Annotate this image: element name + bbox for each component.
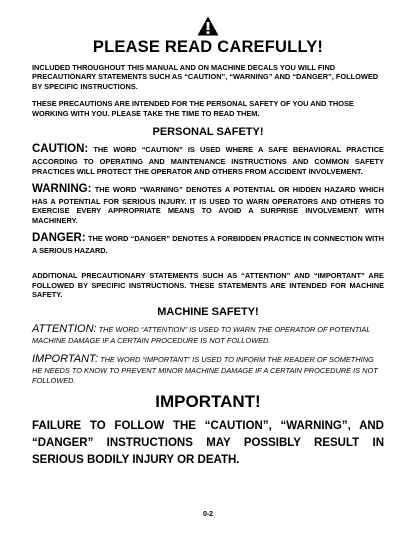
danger-text: THE WORD “DANGER” DENOTES A FORBIDDEN PRACTICE IN CONNECTION WITH A SERIOUS HAZARD.: [32, 234, 384, 255]
important-term: IMPORTANT:: [32, 353, 98, 366]
danger-term: DANGER:: [32, 232, 86, 245]
warning-triangle-icon: [197, 16, 219, 36]
danger-definition: [32, 231, 384, 255]
caution-text: THE WORD “CAUTION” IS USED WHERE A SAFE BEHAVIORAL PRACTICE ACCORDING TO OPERATING AND MAINTENANCE INSTRUCTIONS AND COMMON SAFETY PRACTICES WILL PROTECT THE OPERATOR AND OTHERS FROM ACCIDENT INVOLVEMENT.: [32, 145, 384, 176]
section-spacer: [32, 261, 384, 271]
intro-paragraph-2: THESE PRECAUTIONS ARE INTENDED FOR THE PERSONAL SAFETY OF YOU AND THOSE WORKING WITH YOU. PLEASE TAKE THE TIME TO READ THEM.: [32, 99, 354, 118]
attention-term: ATTENTION:: [32, 322, 97, 335]
caution-term: CAUTION:: [32, 143, 89, 156]
page-title: PLEASE READ CAREFULLY!: [92, 38, 324, 56]
caution-definition: [32, 142, 384, 176]
important-warning-text: FAILURE TO FOLLOW THE “CAUTION”, “WARNING”, AND “DANGER” INSTRUCTIONS MAY POSSIBLY RESULT IN SERIOUS BODILY INJURY OR DEATH.: [32, 420, 384, 466]
warning-text: THE WORD “WARNING” DENOTES A POTENTIAL OR HIDDEN HAZARD WHICH HAS A POTENTIAL FOR SERIOUS INJURY. IT IS USED TO WARN OPERATORS AND OTHERS TO EXERCISE EVERY APPROPRIATE MEANS TO AVOID A SURPRISE INVOLVEMENT WITH MACHINERY.: [32, 185, 384, 225]
personal-safety-heading: PERSONAL SAFETY!: [152, 126, 264, 139]
machine-safety-heading: MACHINE SAFETY!: [157, 305, 259, 318]
important-text: THE WORD “IMPORTANT” IS USED TO INFORM THE READER OF SOMETHING HE NEEDS TO KNOW TO PREVENT MINOR MACHINE DAMAGE IF A CERTAIN PROCEDURE IS NOT FOLLOWED.: [32, 355, 378, 385]
additional-statements-paragraph: ADDITIONAL PRECAUTIONARY STATEMENTS SUCH AS “ATTENTION” AND “IMPORTANT” ARE FOLLOWED BY SPECIFIC INSTRUCTIONS. THESE STATEMENTS ARE INTENDED FOR MACHINE SAFETY.: [32, 271, 384, 300]
important-definition: [32, 352, 384, 385]
important-heading: IMPORTANT!: [155, 392, 261, 412]
page-number: 0-2: [202, 511, 214, 518]
warning-term: WARNING:: [32, 183, 92, 195]
attention-definition: [32, 322, 384, 346]
attention-text: THE WORD “ATTENTION” IS USED TO WARN THE OPERATOR OF POTENTIAL MACHINE DAMAGE IF A CERTAIN PROCEDURE IS NOT FOLLOWED.: [32, 324, 371, 345]
intro-paragraph-1: INCLUDED THROUGHOUT THIS MANUAL AND ON MACHINE DECALS YOU WILL FIND PRECAUTIONARY STATEMENTS SUCH AS “CAUTION”, “WARNING” AND “DANGER”, FOLLOWED BY SPECIFIC INSTRUCTIONS.: [32, 63, 379, 91]
warning-definition: [32, 182, 384, 225]
